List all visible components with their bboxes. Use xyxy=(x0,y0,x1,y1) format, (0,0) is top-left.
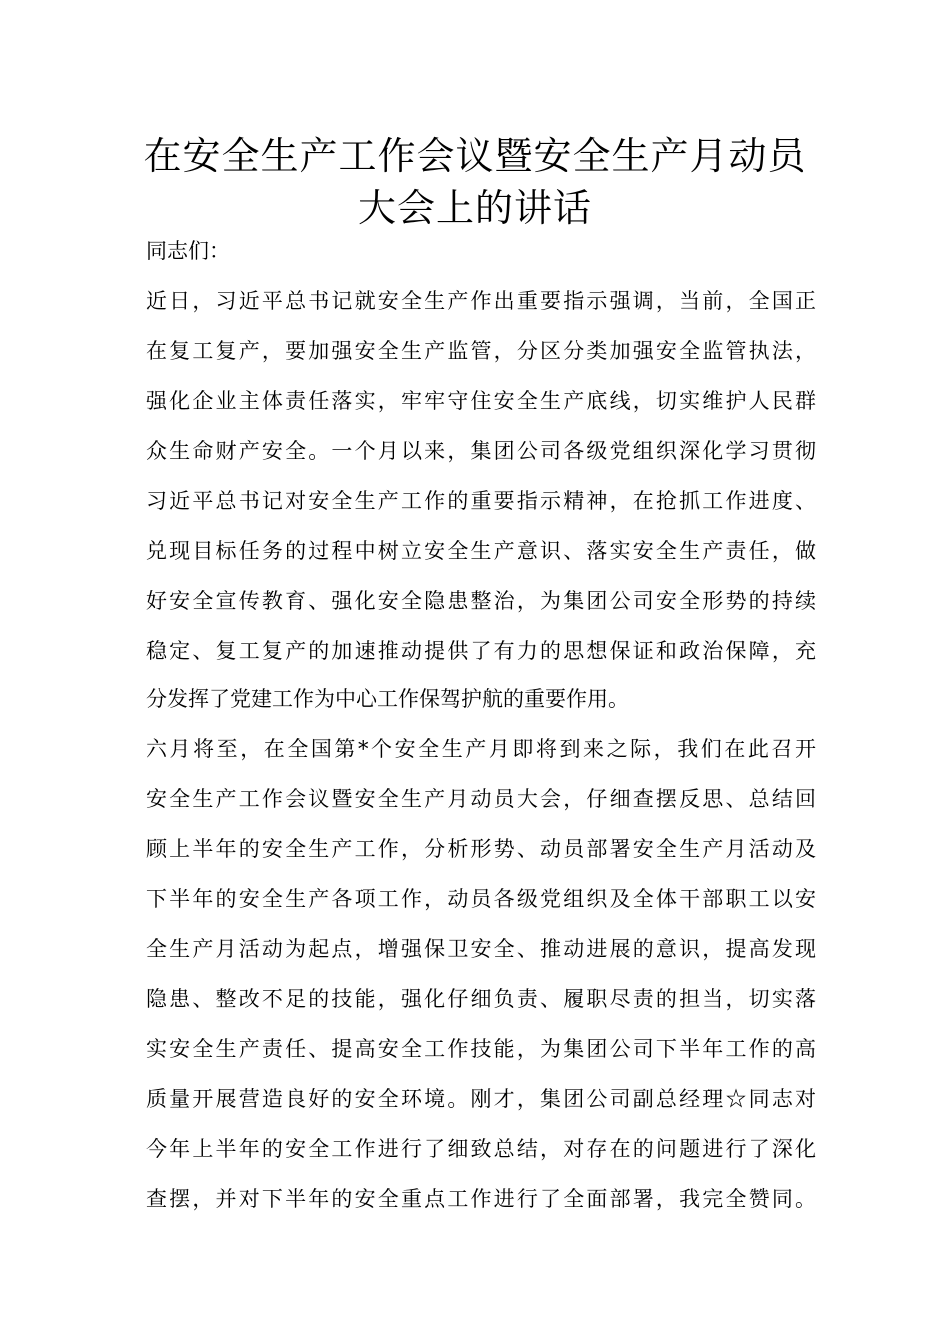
paragraph-line: 在复工复产，要加强安全生产监管，分区分类加强安全监管执法， xyxy=(146,339,816,363)
paragraph-line: 兑现目标任务的过程中树立安全生产意识、落实安全生产责任，做 xyxy=(146,539,816,563)
paragraph-line: 强化企业主体责任落实，牢牢守住安全生产底线，切实维护人民群 xyxy=(146,389,816,413)
document-title-line-2: 大会上的讲话 xyxy=(357,186,592,230)
paragraph-line: 全生产月活动为起点，增强保卫安全、推动进展的意识，提高发现 xyxy=(146,937,816,961)
paragraph-line: 隐患、整改不足的技能，强化仔细负责、履职尽责的担当，切实落 xyxy=(146,987,816,1011)
paragraph-line: 好安全宣传教育、强化安全隐患整治，为集团公司安全形势的持续 xyxy=(146,589,816,613)
document-title-line-1: 在安全生产工作会议暨安全生产月动员 xyxy=(143,134,807,178)
paragraph-line: 今年上半年的安全工作进行了细致总结，对存在的问题进行了深化 xyxy=(146,1137,816,1161)
paragraph-line: 实安全生产责任、提高安全工作技能，为集团公司下半年工作的高 xyxy=(146,1037,816,1061)
paragraph-line: 六月将至，在全国第*个安全生产月即将到来之际，我们在此召开 xyxy=(146,737,816,761)
paragraph-line: 近日，习近平总书记就安全生产作出重要指示强调，当前，全国正 xyxy=(146,289,816,313)
paragraph-line: 安全生产工作会议暨安全生产月动员大会，仔细查摆反思、总结回 xyxy=(146,787,816,811)
paragraph-line: 分发挥了党建工作为中心工作保驾护航的重要作用。 xyxy=(146,687,629,711)
paragraph-line: 稳定、复工复产的加速推动提供了有力的思想保证和政治保障，充 xyxy=(146,639,816,663)
salutation: 同志们： xyxy=(146,239,230,263)
paragraph-line: 查摆，并对下半年的安全重点工作进行了全面部署，我完全赞同。 xyxy=(146,1187,816,1211)
paragraph-line: 质量开展营造良好的安全环境。刚才，集团公司副总经理☆同志对 xyxy=(146,1087,816,1111)
paragraph-line: 下半年的安全生产各项工作，动员各级党组织及全体干部职工以安 xyxy=(146,887,816,911)
paragraph-line: 习近平总书记对安全生产工作的重要指示精神，在抢抓工作进度、 xyxy=(146,489,816,513)
paragraph-line: 众生命财产安全。一个月以来，集团公司各级党组织深化学习贯彻 xyxy=(146,439,816,463)
paragraph-line: 顾上半年的安全生产工作，分析形势、动员部署安全生产月活动及 xyxy=(146,837,816,861)
